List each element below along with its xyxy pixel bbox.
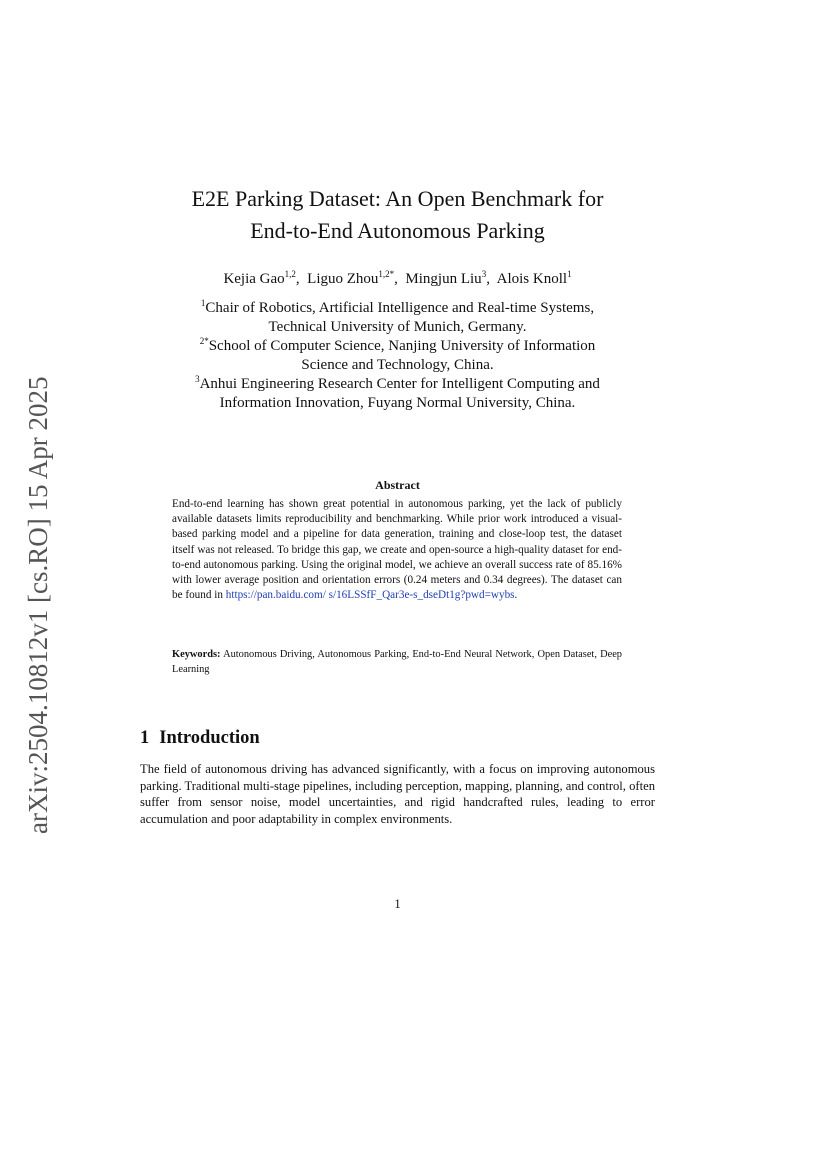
keywords: [172, 648, 622, 677]
dataset-link[interactable]: https://pan.baidu.com/ s/16LSSfF_Qar3e-s_dseDt1g?pwd=wybs: [225, 589, 515, 602]
introduction-paragraph: The field of autonomous driving has advanced significantly, with a focus on improving autonomous parking. Traditional multi-stage pipelines, including perception, mapping, planning, and control, often suffer from sensor noise, model uncertainties, and rigid handcrafted rules, leading to error accumulation and poor adaptability in complex environments.: [140, 762, 655, 826]
abstract-text: [172, 497, 622, 603]
affiliation-line: School of Computer Science, Nanjing University of Information: [208, 338, 596, 354]
affiliation-mark: 1: [200, 298, 206, 308]
affiliation-list: [140, 299, 655, 413]
keywords-label: Keywords:: [172, 649, 221, 660]
paper-title: [140, 183, 655, 247]
author: [223, 271, 295, 287]
author-name: Liguo Zhou: [307, 271, 379, 287]
page-number: 1: [394, 897, 401, 911]
author-list: Kejia Gao$^{1,2}$, Liguo Zhou$^{1,2*}$, Mingjun Liu$^3$, Alois Knoll$^1$: [223, 269, 572, 287]
keywords-text: Autonomous Driving, Autonomous Parking, End-to-End Neural Network, Open Dataset, Deep Learning: [172, 649, 622, 675]
affiliation-line: Information Innovation, Fuyang Normal University, China.: [219, 395, 576, 411]
author: [307, 271, 394, 287]
author-affiliation-mark: 1: [567, 269, 572, 279]
arxiv-identifier-stamp: arXiv:2504.10812v1 [cs.RO] 15 Apr 2025: [23, 376, 53, 834]
affiliation: [140, 375, 655, 413]
section-heading-introduction: [140, 726, 655, 750]
affiliation-mark: 3: [195, 374, 200, 384]
paper-title-line-1: E2E Parking Dataset: An Open Benchmark for: [191, 186, 604, 211]
author-affiliation-mark: 1,2: [284, 269, 296, 279]
author-name: Kejia Gao: [223, 271, 285, 287]
affiliation-line: Science and Technology, China.: [301, 357, 494, 373]
abstract-end: .: [514, 589, 518, 602]
author-affiliation-mark: 3: [481, 269, 487, 279]
affiliation: [140, 337, 655, 375]
affiliation-mark: 2*: [199, 336, 209, 346]
abstract-heading: Abstract: [375, 478, 420, 492]
author-name: Alois Knoll: [496, 271, 568, 287]
section-title: Introduction: [159, 728, 260, 748]
author: [497, 271, 572, 287]
affiliation-line: Technical University of Munich, Germany.: [268, 319, 527, 335]
author-affiliation-mark: 1,2*: [378, 269, 395, 279]
affiliation: [140, 299, 655, 337]
affiliation-line: Anhui Engineering Research Center for Intelligent Computing and: [199, 376, 600, 392]
abstract-paragraph: End-to-end learning has shown great potential in autonomous parking, yet the lack of publicly available datasets limits reproducibility and benchmarking. While prior work introduced a visual-based parking model and a pipeline for data generation, training and close-loop test, the dataset itself was not released. To bridge this gap, we create and open-source a high-quality dataset for end-to-end autonomous parking. Using the original model, we achieve an overall success rate of 85.16% with lower average position and orientation errors (0.24 meters and 0.34 degrees). The dataset can be found in: [172, 498, 622, 602]
paper-title-line-2: End-to-End Autonomous Parking: [250, 218, 545, 243]
author-name: Mingjun Liu: [405, 271, 482, 287]
affiliation-line: Chair of Robotics, Artificial Intelligence and Real-time Systems,: [205, 300, 595, 316]
author: [405, 271, 486, 287]
section-number: 1: [140, 728, 150, 748]
